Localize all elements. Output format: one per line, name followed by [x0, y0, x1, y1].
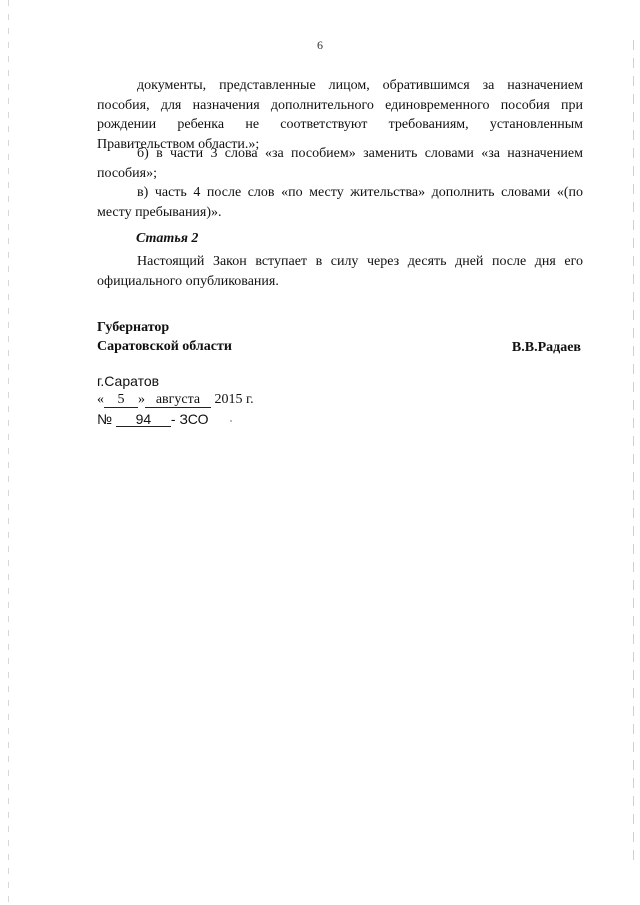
paragraph-documents [97, 76, 583, 154]
date-open-quote: « [97, 392, 104, 407]
paragraph-item-v [97, 183, 583, 222]
number-suffix: - ЗСО [170, 411, 209, 427]
date-line [97, 391, 254, 409]
signature-title-line2: Саратовской области [97, 339, 232, 354]
scan-left-edge [8, 0, 9, 905]
paragraph-item-b [97, 144, 583, 183]
date-year: 2015 г. [214, 392, 254, 407]
scan-speck [230, 420, 232, 422]
paragraph-text: в) часть 4 после слов «по месту жительства» дополнить словами «(по месту пребывания)». [97, 185, 583, 220]
number-sign: № [97, 411, 113, 427]
date-day: 5 [104, 393, 138, 408]
scan-right-edge [633, 40, 634, 860]
number-line [97, 410, 208, 428]
date-close-quote: » [138, 392, 145, 407]
paragraph-text: б) в части 3 слова «за пособием» заменить словами «за назначением пособия»; [97, 146, 583, 181]
signature-title-line1: Губернатор [97, 320, 170, 335]
document-number: 94 [116, 412, 171, 427]
signature-name: В.В.Радаев [511, 340, 581, 355]
date-month: августа [145, 393, 211, 408]
city-line: г.Саратов [97, 373, 160, 389]
article-heading: Статья 2 [136, 231, 199, 246]
paragraph-text: документы, представленные лицом, обратившимся за назначением пособия, для назначения дополнительного единовременного пособия при рождении ребенка не соответствуют требованиям, установленным Правительством области.»; [97, 78, 583, 152]
paragraph-article-2 [97, 252, 583, 291]
page-number: 6 [317, 38, 323, 52]
paragraph-text: Настоящий Закон вступает в силу через десять дней после дня его официального опубликования. [97, 254, 583, 289]
